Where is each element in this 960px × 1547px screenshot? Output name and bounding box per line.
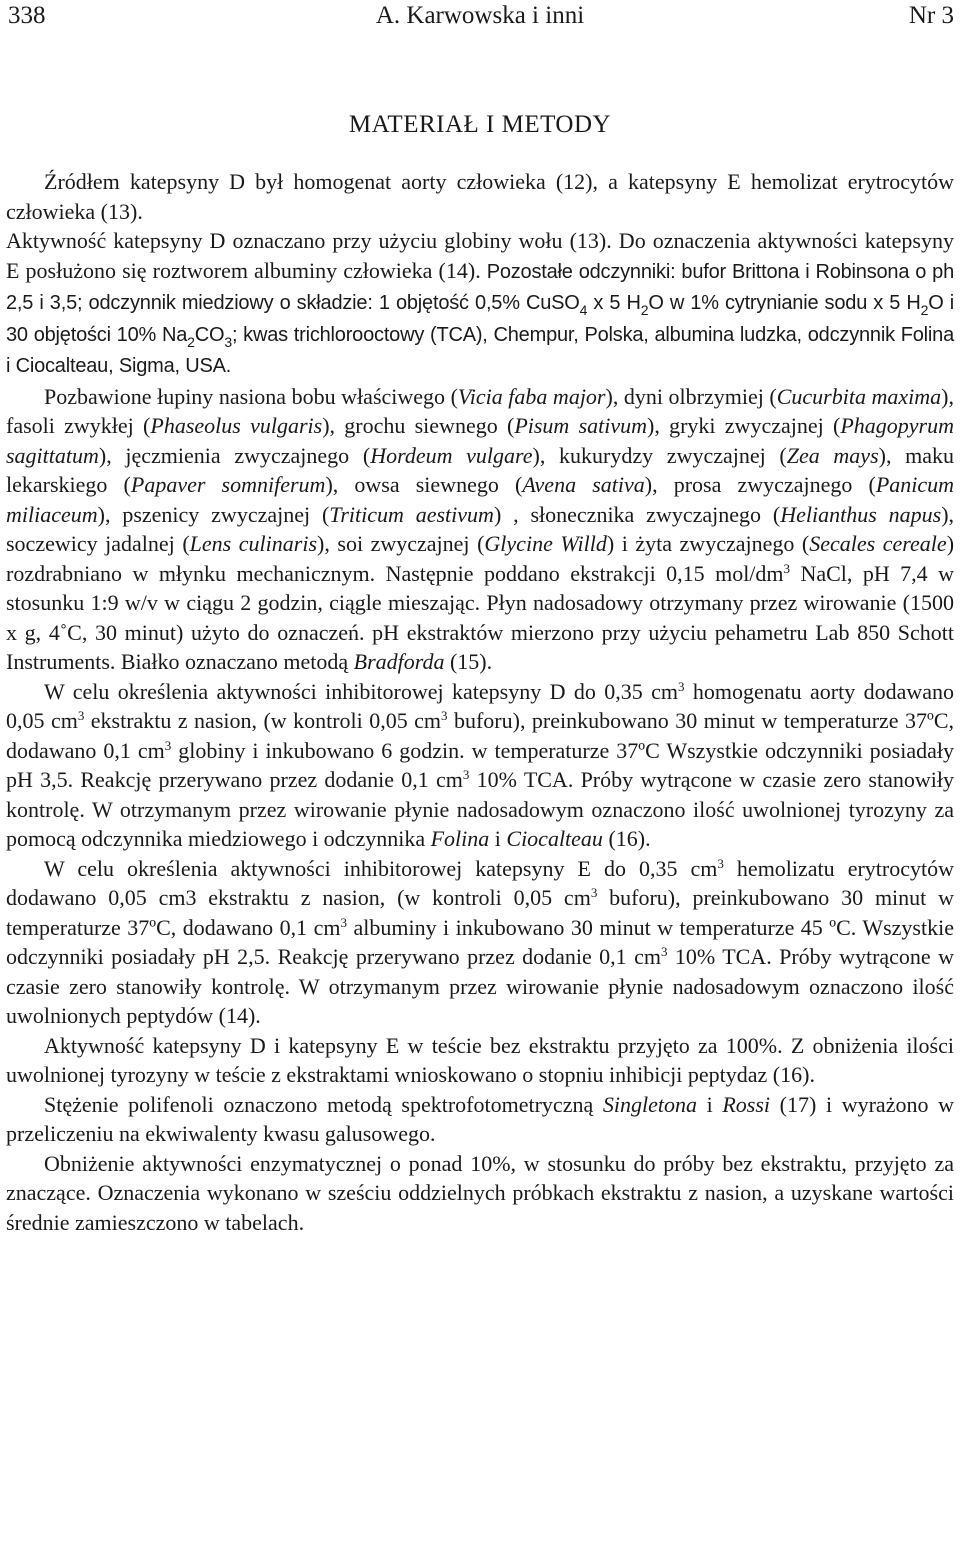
text-run: homogenatu aorty dodawano 0,05 cm — [6, 678, 954, 733]
paragraph-cathepsin-d — [6, 677, 954, 854]
text-run: ), gryki zwyczajnej ( — [647, 413, 841, 438]
species-name: Pisum sativum — [514, 413, 648, 438]
text-run: ), dyni olbrzymiej ( — [605, 383, 777, 409]
text-run: ), owsa siewnego ( — [325, 472, 523, 497]
author-name: Bradforda — [353, 649, 445, 674]
species-name: Triticum aestivum — [329, 501, 494, 527]
superscript: 3 — [678, 678, 685, 694]
species-name: Hordeum vulgare — [370, 442, 533, 468]
section-title: MATERIAŁ I METODY — [348, 111, 612, 138]
text-run: Pozbawione łupiny nasiona bobu właściwego ( — [44, 383, 458, 409]
text-run: ), pszenicy zwyczajnej ( — [97, 501, 330, 527]
superscript: 3 — [783, 560, 791, 576]
text-run: buforu), preinkubowano 30 minut w temperaturze 37ºC, dodawano 0,1 cm — [6, 708, 954, 763]
superscript: 3 — [660, 944, 668, 959]
text-run: (15). — [444, 649, 493, 674]
author-name: Singletona — [602, 1091, 697, 1117]
text-run: ), soi zwyczajnej ( — [317, 531, 485, 556]
author-name: Folina — [430, 826, 490, 851]
text-run: Stężenie polifenoli oznaczono metodą spektrofotometryczną — [44, 1091, 603, 1117]
subscript: 2 — [920, 302, 929, 318]
text-run: NaCl, pH 7,4 w stosunku 1:9 w/v w ciągu 2 godzin, ciągle mieszając. Płyn nadosadowy otrzymany przez wirowanie (1500 x g, 4˚C, 30 minut) użyto do oznaczeń. pH ekstraktów mierzono przy użyciu pehametru Lab 850 Schott Instruments. Białko oznaczano metodą — [6, 560, 954, 674]
author-name: Rossi — [722, 1091, 771, 1117]
paragraph-activity — [6, 1031, 954, 1090]
superscript: 3 — [77, 708, 85, 723]
text-run: W celu określenia aktywności inhibitorowej katepsyny E do 0,35 cm — [44, 855, 718, 881]
text-run: O i 30 objętości 10% Na — [6, 292, 954, 346]
running-header — [0, 0, 960, 36]
paragraph-cathepsin-e — [6, 854, 954, 1031]
text-run: x 5 H — [587, 292, 641, 314]
text-run: 10% TCA. Próby wytrącone w czasie zero stanowiły kontrolę. W otrzymanym przez wirowanie płynie nadosadowym oznaczono ilość uwolnionych peptydów (14). — [6, 944, 954, 1028]
text-run: globiny i inkubowano 6 godzin. w temperaturze 37ºC Wszystkie odczynniki posiadały pH 3,5. Reakcję przerywano przez dodanie 0,1 cm — [6, 737, 954, 792]
text-run: i — [489, 826, 507, 851]
text-run: Obniżenie aktywności enzymatycznej o ponad 10%, w stosunku do próby bez ekstraktu, przyjęto za znaczące. Oznaczenia wykonano w sześciu oddzielnych próbkach ekstraktu z nasion, a uzyskane wartości średnie zamieszczono w tabelach. — [6, 1150, 954, 1235]
superscript: 3 — [340, 914, 347, 930]
author-name: Ciocalteau — [506, 826, 603, 851]
species-name: Avena sativa — [522, 472, 645, 497]
text-run: (17) i wyrażono w przeliczeniu na ekwiwalenty kwasu galusowego. — [6, 1091, 954, 1146]
superscript: 3 — [717, 855, 724, 871]
text-run: ), prosa zwyczajnego ( — [644, 472, 876, 497]
text-run: Aktywność katepsyny D i katepsyny E w teście bez ekstraktu przyjęto za 100%. Z obniżenia ilości uwolnionej tyrozyny w teście z ekstraktami wnioskowano o stopniu inhibicji peptydaz (16). — [6, 1032, 954, 1087]
subscript: 3 — [224, 333, 232, 350]
species-name: Vicia faba major — [457, 383, 606, 409]
text-run: 10% TCA. Próby wytrącone w czasie zero stanowiły kontrolę. W otrzymanym przez wirowanie płynie nadosadowym oznaczono ilość uwolnionej tyrozyny za pomocą odczynnika miedziowego i odczynnika — [6, 767, 954, 851]
text-run: W celu określenia aktywności inhibitorowej katepsyny D do 0,35 cm — [44, 678, 678, 704]
paragraph-reagents — [6, 226, 954, 382]
species-name: Helianthus napus — [780, 501, 942, 527]
species-name: Lens culinaris — [189, 531, 318, 556]
text-run: ), fasoli zwykłej ( — [6, 383, 954, 438]
running-authors: A. Karwowska i inni — [375, 2, 585, 29]
species-name: Secales cereale — [809, 531, 947, 556]
superscript: 3 — [164, 737, 172, 753]
text-run: i — [696, 1091, 723, 1117]
text-run: buforu), preinkubowano 30 minut w temperaturze 37ºC, dodawano 0,1 cm — [6, 885, 954, 940]
text-run: ), kukurydzy zwyczajnej ( — [532, 442, 787, 468]
text-run: Źródłem katepsyny D był homogenat aorty człowieka (12), a katepsyny E hemolizat erytrocytów człowieka (13). — [6, 169, 954, 224]
text-run: ), jęczmienia zwyczajnego ( — [98, 442, 371, 468]
superscript: 3 — [462, 767, 470, 782]
superscript: 3 — [441, 708, 448, 723]
paragraph-polyphenols — [6, 1090, 954, 1149]
article-body — [6, 167, 954, 1237]
text-run: ), soczewicy jadalnej ( — [6, 501, 955, 556]
text-run: CO — [194, 323, 225, 346]
text-run: ), maku lekarskiego ( — [6, 442, 955, 497]
page-number: 338 — [8, 2, 46, 29]
species-name: Glycine Willd — [484, 531, 607, 556]
text-run: ), grochu siewnego ( — [322, 413, 515, 438]
paragraph-seeds — [6, 382, 954, 677]
species-name: Zea mays — [786, 442, 879, 468]
paragraph-source — [6, 167, 954, 226]
species-name: Cucurbita maxima — [776, 383, 942, 409]
text-run: albuminy i inkubowano 30 minut w temperaturze 45 ºC. Wszystkie odczynniki posiadały pH 2,5. Reakcję przerywano przez dodanie 0,1 cm — [6, 914, 954, 969]
species-name: Papaver somniferum — [130, 472, 326, 497]
species-name: Phagopyrum sagittatum — [6, 413, 954, 468]
subscript: 2 — [187, 333, 195, 350]
paragraph-significance — [6, 1149, 954, 1238]
species-name: Phaseolus vulgaris — [150, 413, 323, 438]
text-run: (16). — [602, 826, 651, 851]
text-run: ekstraktu z nasion, (w kontroli 0,05 cm — [84, 708, 442, 733]
text-run: ; kwas trichlorooctowy (TCA), Chempur, Polska, albumina ludzka, odczynnik Folina i Ciocalteau, Sigma, USA. — [6, 323, 955, 377]
issue-number: Nr 3 — [908, 2, 954, 29]
subscript: 2 — [640, 302, 649, 318]
text-run: ) , słonecznika zwyczajnego ( — [493, 501, 781, 527]
text-run: Pozostałe odczynniki: bufor Brittona i Robinsona o ph 2,5 i 3,5; odczynnik miedziowy o składzie: 1 objętość 0,5% CuSO — [6, 260, 954, 314]
text-run: Aktywność katepsyny D oznaczano przy użyciu globiny wołu (13). Do oznaczenia aktywności katepsyny E posłużono się roztworem albuminy człowieka (14). — [6, 228, 954, 283]
text-run: O w 1% cytrynianie sodu x 5 H — [648, 292, 921, 314]
superscript: 3 — [590, 885, 598, 900]
text-run: hemolizatu erytrocytów dodawano 0,05 cm3 ekstraktu z nasion, (w kontroli 0,05 cm — [6, 855, 954, 910]
text-run: ) rozdrabniano w młynku mechanicznym. Następnie poddano ekstrakcji 0,15 mol/dm — [6, 531, 955, 586]
subscript: 4 — [579, 302, 588, 318]
text-run: ) i żyta zwyczajnego ( — [606, 531, 810, 556]
species-name: Panicum miliaceum — [6, 472, 955, 527]
